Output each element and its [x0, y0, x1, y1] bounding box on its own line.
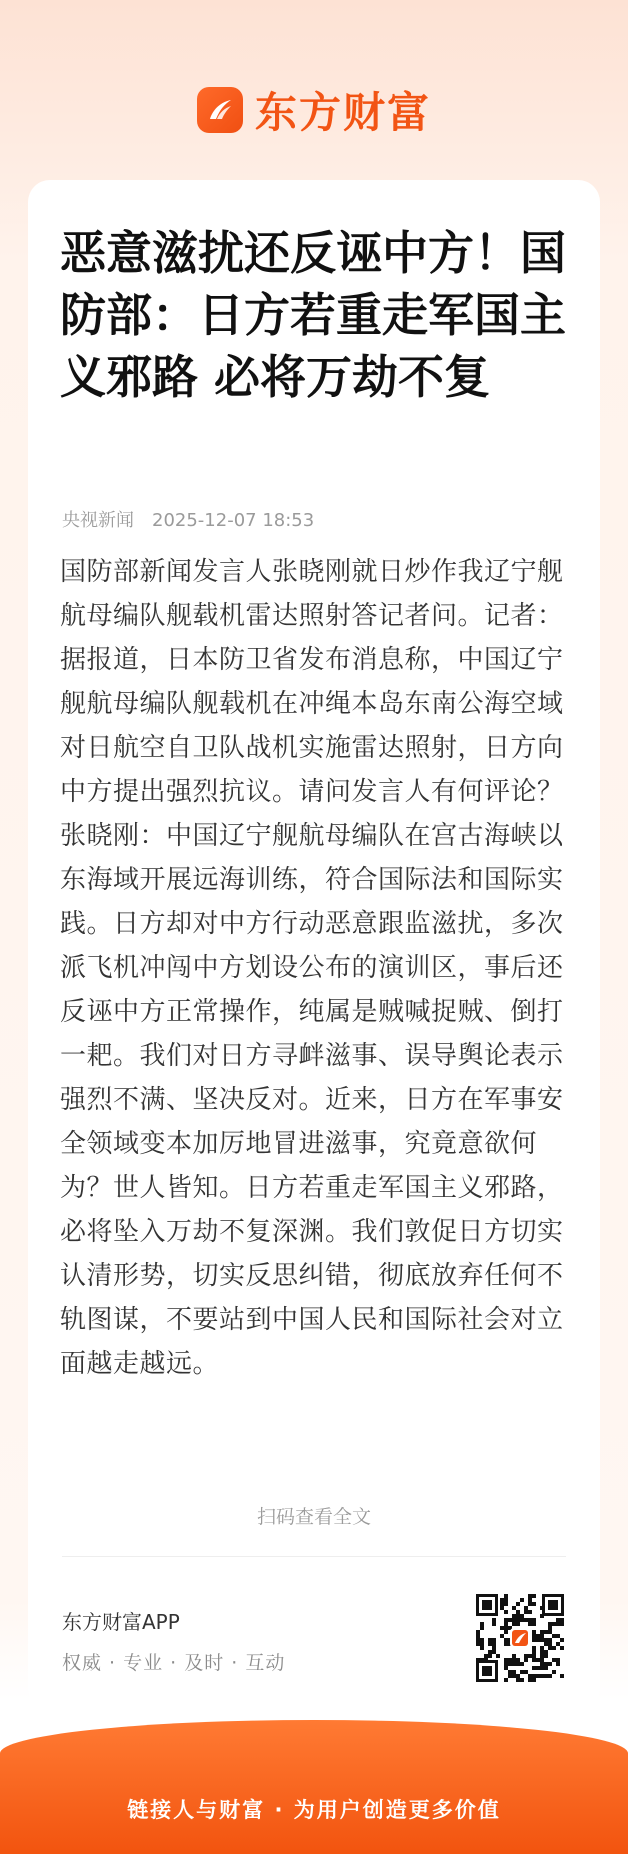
article-source: 央视新闻 — [62, 510, 134, 531]
eastmoney-logo-icon — [197, 87, 243, 133]
article-meta — [62, 506, 314, 532]
article-datetime: 2025-12-07 18:53 — [152, 510, 315, 531]
app-slogan: 权威 · 专业 · 及时 · 互动 — [62, 1652, 286, 1674]
scan-hint: 扫码查看全文 — [256, 1506, 371, 1528]
divider — [62, 1556, 566, 1557]
article-body-container — [60, 550, 580, 1495]
brand-name: 东方财富 — [254, 88, 431, 137]
body-fade-overlay — [60, 1415, 580, 1495]
footer-slogan: 链接人与财富 · 为用户创造更多价值 — [127, 1798, 501, 1822]
qr-code-icon[interactable] — [474, 1592, 566, 1684]
app-name: 东方财富APP — [62, 1610, 180, 1634]
article-body: 国防部新闻发言人张晓刚就日炒作我辽宁舰航母编队舰载机雷达照射答记者问。记者：据报道，日本防卫省发布消息称，中国辽宁舰航母编队舰载机在冲绳本岛东南公海空域对日航空自卫队战机实施雷达照射，日方向中方提出强烈抗议。请问发言人有何评论？张晓刚：中国辽宁舰航母编队在宫古海峡以东海域开展远海训练，符合国际法和国际实践。日方却对中方行动恶意跟监滋扰，多次派飞机冲闯中方划设公布的演训区，事后还反诬中方正常操作，纯属是贼喊捉贼、倒打一耙。我们对日方寻衅滋事、误导舆论表示强烈不满、坚决反对。近来，日方在军事安全领域变本加厉地冒进滋事，究竟意欲何为？世人皆知。日方若重走军国主义邪路，必将坠入万劫不复深渊。我们敦促日方切实认清形势，切实反思纠错，彻底放弃任何不轨图谋，不要站到中国人民和国际社会对立面越走越远。 — [60, 557, 564, 1379]
footer-banner — [0, 1720, 628, 1854]
article-title: 恶意滋扰还反诬中方！国防部：日方若重走军国主义邪路 必将万劫不复 — [60, 226, 566, 404]
brand-header — [0, 80, 628, 140]
